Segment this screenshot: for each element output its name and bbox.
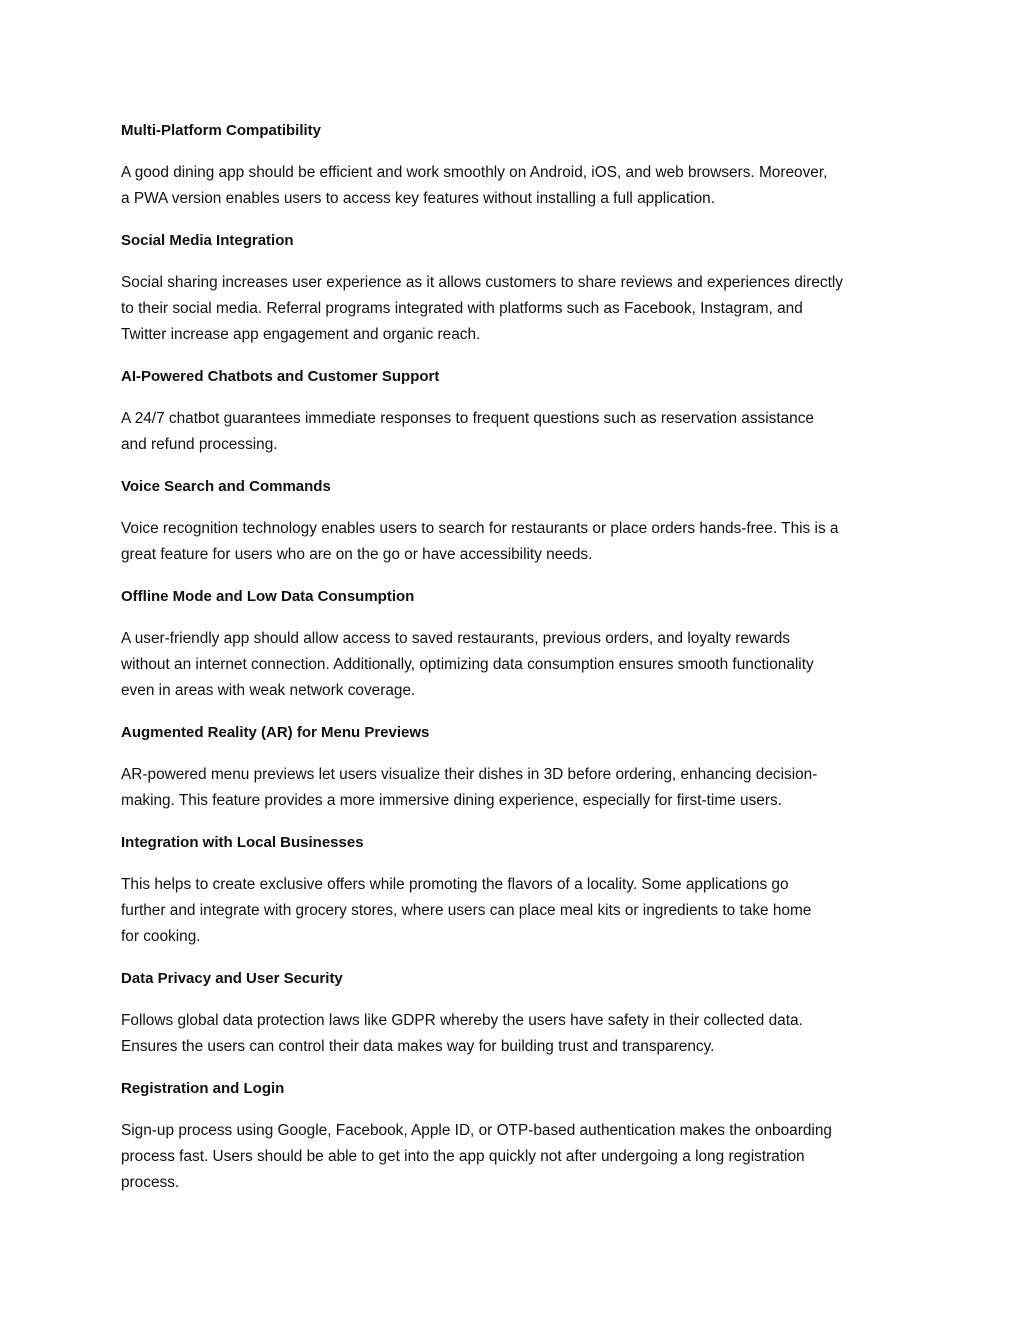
paragraph-social-media-integration xyxy=(121,270,911,348)
heading-ai-chatbots: AI-Powered Chatbots and Customer Support xyxy=(121,368,440,385)
document-page xyxy=(121,118,911,1212)
paragraph-line: without an internet connection. Additionally, optimizing data consumption ensures smooth functionality xyxy=(121,656,814,673)
paragraph-line: process fast. Users should be able to get into the app quickly not after undergoing a long registration xyxy=(121,1148,805,1165)
paragraph-line: even in areas with weak network coverage. xyxy=(121,682,416,699)
paragraph-line: Sign-up process using Google, Facebook, Apple ID, or OTP-based authentication makes the onboarding xyxy=(121,1122,832,1139)
paragraph-ai-chatbots xyxy=(121,406,911,458)
paragraph-line: Ensures the users can control their data makes way for building trust and transparency. xyxy=(121,1038,715,1055)
heading-social-media-integration: Social Media Integration xyxy=(121,232,294,249)
heading-augmented-reality: Augmented Reality (AR) for Menu Previews xyxy=(121,724,430,741)
heading-voice-search: Voice Search and Commands xyxy=(121,478,331,495)
paragraph-augmented-reality xyxy=(121,762,911,814)
heading-local-businesses: Integration with Local Businesses xyxy=(121,834,364,851)
paragraph-line: a PWA version enables users to access key features without installing a full application. xyxy=(121,190,715,207)
paragraph-line: making. This feature provides a more immersive dining experience, especially for first-time users. xyxy=(121,792,782,809)
paragraph-line: Social sharing increases user experience as it allows customers to share reviews and experiences directly xyxy=(121,274,843,291)
paragraph-line: further and integrate with grocery stores, where users can place meal kits or ingredients to take home xyxy=(121,902,812,919)
paragraph-multi-platform-compatibility xyxy=(121,160,911,212)
paragraph-line: great feature for users who are on the go or have accessibility needs. xyxy=(121,546,593,563)
paragraph-line: Voice recognition technology enables users to search for restaurants or place orders hands-free. This is a xyxy=(121,520,839,537)
paragraph-offline-mode xyxy=(121,626,911,704)
paragraph-local-businesses xyxy=(121,872,911,950)
paragraph-line: Follows global data protection laws like GDPR whereby the users have safety in their collected data. xyxy=(121,1012,803,1029)
heading-multi-platform-compatibility: Multi-Platform Compatibility xyxy=(121,122,321,139)
paragraph-line: This helps to create exclusive offers while promoting the flavors of a locality. Some applications go xyxy=(121,876,789,893)
paragraph-line: process. xyxy=(121,1174,180,1191)
paragraph-registration-login xyxy=(121,1118,911,1196)
paragraph-line: A 24/7 chatbot guarantees immediate responses to frequent questions such as reservation assistance xyxy=(121,410,814,427)
heading-data-privacy: Data Privacy and User Security xyxy=(121,970,343,987)
paragraph-line: A user-friendly app should allow access to saved restaurants, previous orders, and loyalty rewards xyxy=(121,630,790,647)
heading-registration-login: Registration and Login xyxy=(121,1080,285,1097)
paragraph-line: to their social media. Referral programs integrated with platforms such as Facebook, Instagram, and xyxy=(121,300,803,317)
paragraph-line: and refund processing. xyxy=(121,436,278,453)
paragraph-line: Twitter increase app engagement and organic reach. xyxy=(121,326,481,343)
paragraph-line: A good dining app should be efficient and work smoothly on Android, iOS, and web browsers. Moreover, xyxy=(121,164,828,181)
paragraph-line: for cooking. xyxy=(121,928,201,945)
heading-offline-mode: Offline Mode and Low Data Consumption xyxy=(121,588,415,605)
paragraph-data-privacy xyxy=(121,1008,911,1060)
paragraph-voice-search xyxy=(121,516,911,568)
paragraph-line: AR-powered menu previews let users visualize their dishes in 3D before ordering, enhancing decision- xyxy=(121,766,818,783)
